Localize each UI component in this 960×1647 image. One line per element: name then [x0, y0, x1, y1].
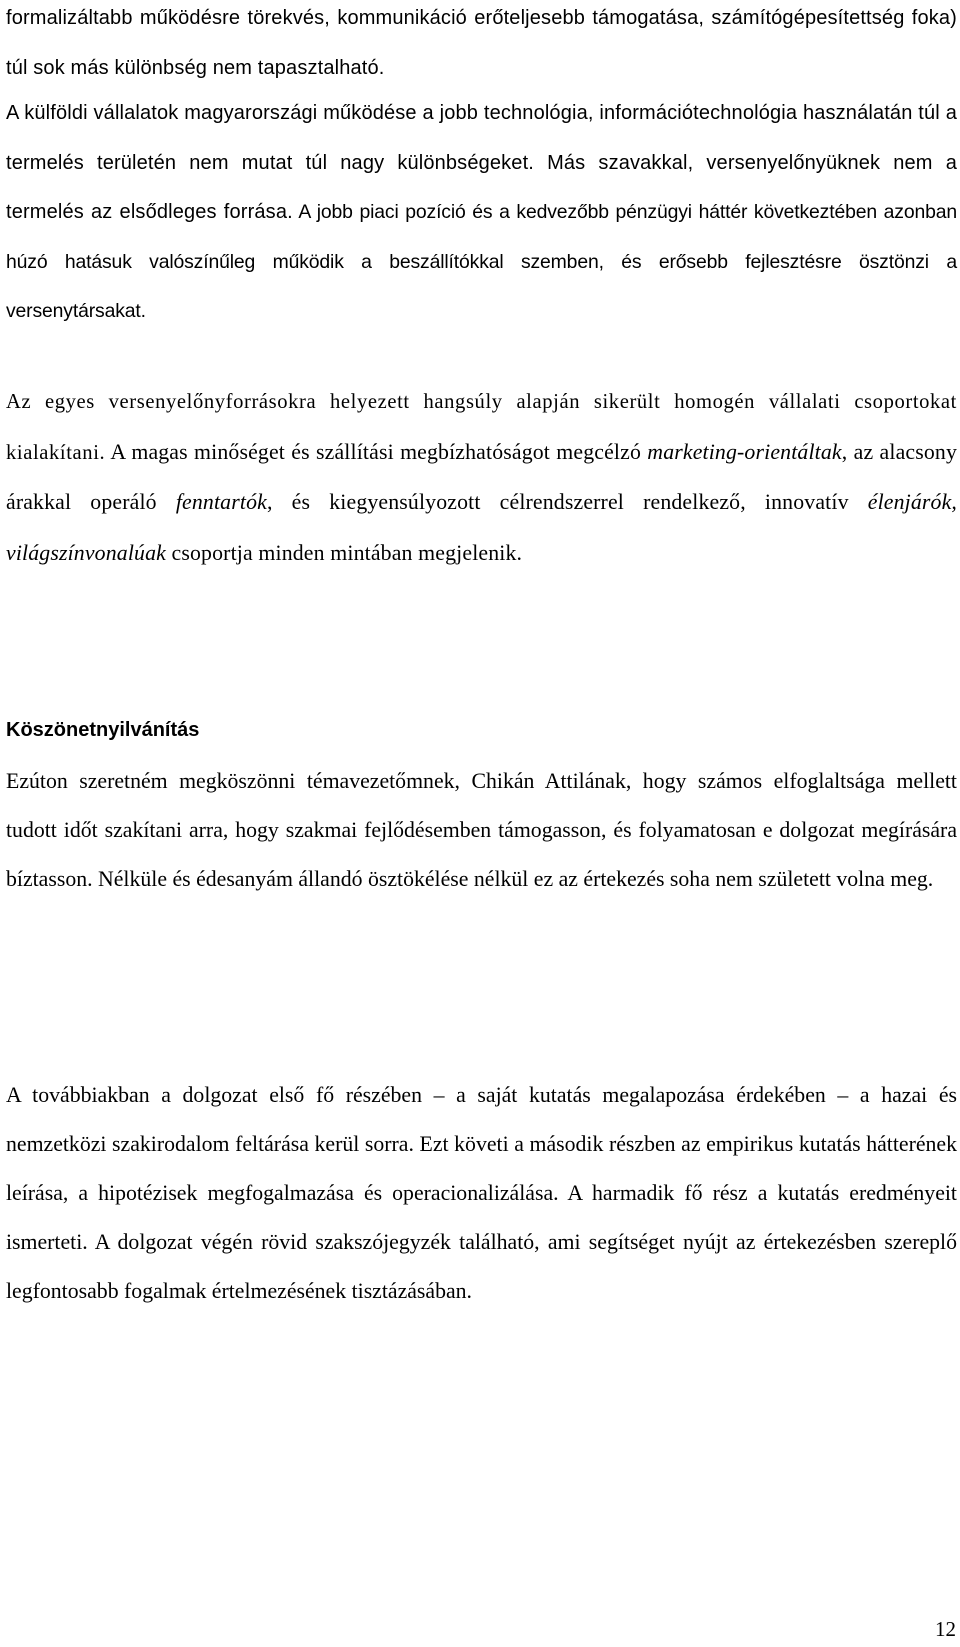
paragraph-text: Az egyes versenyelőnyforrásokra helyezett hangsúly alapján sikerült homogén vállalati csoportokat kialakítani. [6, 391, 957, 464]
italic-term-maintainers: fenntartók [175, 490, 267, 514]
paragraph-text: A jobb piaci pozíció és a kedvezőbb pénzügyi háttér következtében azonban húzó hatásuk valószínűleg működik a beszállítókkal szemben, és erősebb fejlesztésre ösztönzi a versenytársakat. [6, 201, 958, 322]
paragraph-text: A külföldi vállalatok magyarországi működése a jobb technológia, információtechnológia használatán túl a termelés területén nem mutat túl nagy különbségeket. Más szavakkal, versenyelőnyüknek nem a termelés az elsődleges forrása. [6, 102, 957, 223]
paragraph-text: , és kiegyensúlyozott célrendszerrel rendelkező, innovatív [266, 490, 868, 514]
italic-term-marketing: marketing-orientáltak [647, 439, 842, 464]
paragraph-text: A továbbiakban a dolgozat első fő részében – a saját kutatás megalapozása érdekében – a hazai és nemzetközi szakirodalom feltárása kerül sorra. Ezt követi a második részben az empirikus kutatás hátterének leírása, a hipotézisek megfogalmazása és operacionalizálása. A harmadik fő rész a kutatás eredményeit ismerteti. A dolgozat végén rövid szakszójegyzék található, ami segítséget nyújt az értekezésben szereplő legfontosabb fogalmak értelmezésének tisztázásában. [6, 1083, 957, 1303]
paragraph-text: , az alacsony árakkal operáló [6, 439, 958, 514]
paragraph-outline [6, 1071, 957, 1316]
paragraph-acknowledgement [6, 757, 957, 904]
section-heading: Köszönetnyilvánítás [6, 719, 200, 741]
paragraph-text: Ezúton szeretném megköszönni témavezetőmnek, Chikán Attilának, hogy számos elfoglaltsága mellett tudott időt szakítani arra, hogy szakmai fejlődésemben támogasson, és folyamatosan e dolgozat megírására bíztasson. Nélküle és édesanyám állandó ösztökélése nélkül ez az értekezés soha nem született volna meg. [6, 769, 957, 891]
italic-term-leaders: élenjárók, világszínvonalúak [6, 490, 958, 565]
paragraph-text: A magas minőséget és szállítási megbízhatóságot megcélzó [105, 439, 648, 464]
paragraph-text: csoportja minden mintában megjelenik. [165, 540, 523, 565]
paragraph-continuation [6, 0, 957, 93]
paragraph-foreign-companies [6, 89, 957, 337]
paragraph-company-groups [6, 378, 957, 579]
page-number: 12 [935, 1617, 956, 1641]
paragraph-text: formalizáltabb működésre törekvés, kommunikáció erőteljesebb támogatása, számítógépesítettség foka) túl sok más különbség nem tapasztalható. [6, 7, 957, 79]
